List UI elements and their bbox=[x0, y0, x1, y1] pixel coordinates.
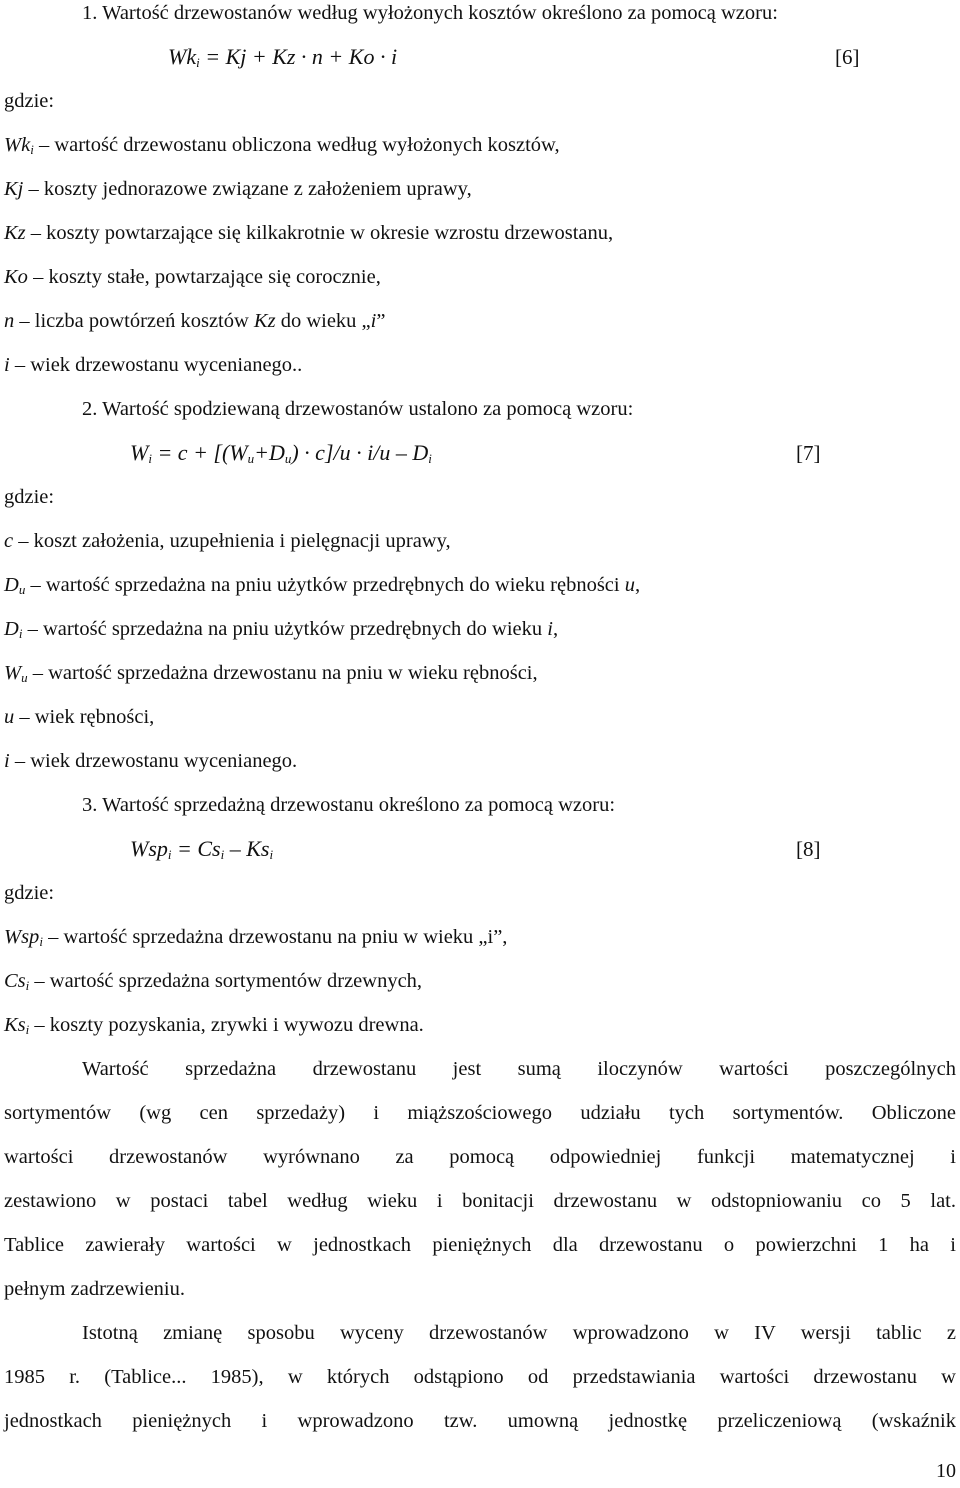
formula-8-number: [8] bbox=[796, 837, 821, 861]
gdzie-label: gdzie: bbox=[4, 486, 55, 508]
definition-line: $Cs_i$ – wartość sprzedażna sortymentów drzewnych, bbox=[4, 970, 423, 993]
paragraph-line: jednostkach pieniężnych i wprowadzono tzw. umowną jednostkę przeliczeniową (wskaźnik bbox=[4, 1410, 956, 1432]
definition-line: $D_i$ – wartość sprzedażna na pniu użytków przedrębnych do wieku i, bbox=[4, 618, 559, 641]
paragraph-line: 1985 r. (Tablice... 1985), w których odstąpiono od przedstawiania wartości drzewostanu w bbox=[4, 1366, 956, 1388]
definition-line: i – wiek drzewostanu wycenianego.. bbox=[4, 354, 303, 376]
paragraph-line: sortymentów (wg cen sprzedaży) i miąższościowego udziału tych sortymentów. Obliczone bbox=[4, 1102, 956, 1124]
gdzie-label: gdzie: bbox=[4, 90, 55, 112]
definition-line: $Wk_i$ – wartość drzewostanu obliczona według wyłożonych kosztów, bbox=[4, 134, 560, 157]
definition-line: $W_u$ – wartość sprzedażna drzewostanu na pniu w wieku rębności, bbox=[4, 662, 538, 685]
definition-line: i – wiek drzewostanu wycenianego. bbox=[4, 750, 298, 772]
paragraph-line: Wartość sprzedażna drzewostanu jest sumą iloczynów wartości poszczególnych bbox=[82, 1058, 956, 1080]
definition-line: u – wiek rębności, bbox=[4, 706, 155, 728]
definition-line: n – liczba powtórzeń kosztów Kz do wieku „i” bbox=[4, 310, 386, 332]
page-number: 10 bbox=[936, 1460, 956, 1482]
paragraph-line: zestawiono w postaci tabel według wieku i bonitacji drzewostanu w odstopniowaniu co 5 lat. bbox=[4, 1190, 956, 1212]
definition-line: Kz – koszty powtarzające się kilkakrotnie w okresie wzrostu drzewostanu, bbox=[4, 222, 614, 244]
definition-line: Kj – koszty jednorazowe związane z założeniem uprawy, bbox=[4, 178, 472, 200]
section-1-heading: 1. Wartość drzewostanów według wyłożonych kosztów określono za pomocą wzoru: bbox=[82, 2, 778, 24]
formula-7: $W_i = c + [(W_u+D_u) \cdot c]/u \cdot i/u - D_i$ bbox=[130, 440, 432, 466]
definition-line: Ko – koszty stałe, powtarzające się corocznie, bbox=[4, 266, 381, 288]
formula-8: $Wsp_i = Cs_i - Ks_i$ bbox=[130, 836, 274, 862]
definition-line: c – koszt założenia, uzupełnienia i pielęgnacji uprawy, bbox=[4, 530, 451, 552]
paragraph-line: pełnym zadrzewieniu. bbox=[4, 1278, 186, 1300]
definition-line: $D_u$ – wartość sprzedażna na pniu użytków przedrębnych do wieku rębności u, bbox=[4, 574, 641, 597]
definition-line: Wsp$_i$ – wartość sprzedażna drzewostanu na pniu w wieku „i”, bbox=[4, 926, 508, 949]
paragraph-line: Tablice zawierały wartości w jednostkach pieniężnych dla drzewostanu o powierzchni 1 ha i bbox=[4, 1234, 956, 1256]
section-2-heading: 2. Wartość spodziewaną drzewostanów ustalono za pomocą wzoru: bbox=[82, 398, 634, 420]
formula-6: $Wk_i = Kj + Kz \cdot n + Ko \cdot i$ bbox=[168, 44, 398, 70]
formula-6-number: [6] bbox=[835, 45, 860, 69]
formula-7-number: [7] bbox=[796, 441, 821, 465]
definition-line: $Ks_i$ – koszty pozyskania, zrywki i wywozu drewna. bbox=[4, 1014, 424, 1037]
section-3-heading: 3. Wartość sprzedażną drzewostanu określono za pomocą wzoru: bbox=[82, 794, 616, 816]
gdzie-label: gdzie: bbox=[4, 882, 55, 904]
paragraph-line: Istotną zmianę sposobu wyceny drzewostanów wprowadzono w IV wersji tablic z bbox=[82, 1322, 956, 1344]
paragraph-line: wartości drzewostanów wyrównano za pomocą odpowiedniej funkcji matematycznej i bbox=[4, 1146, 956, 1168]
